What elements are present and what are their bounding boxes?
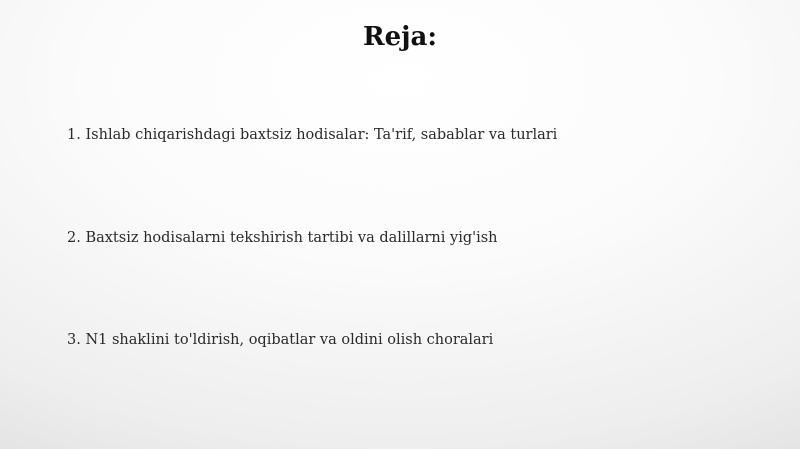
- plan-item-1: 1. Ishlab chiqarishdagi baxtsiz hodisalar: Ta'rif, sabablar va turlari: [67, 127, 558, 143]
- slide-title: Reja:: [362, 22, 437, 52]
- plan-item-2: 2. Baxtsiz hodisalarni tekshirish tartibi va dalillarni yig'ish: [67, 230, 498, 246]
- plan-item-3: 3. N1 shaklini to'ldirish, oqibatlar va oldini olish choralari: [67, 332, 494, 348]
